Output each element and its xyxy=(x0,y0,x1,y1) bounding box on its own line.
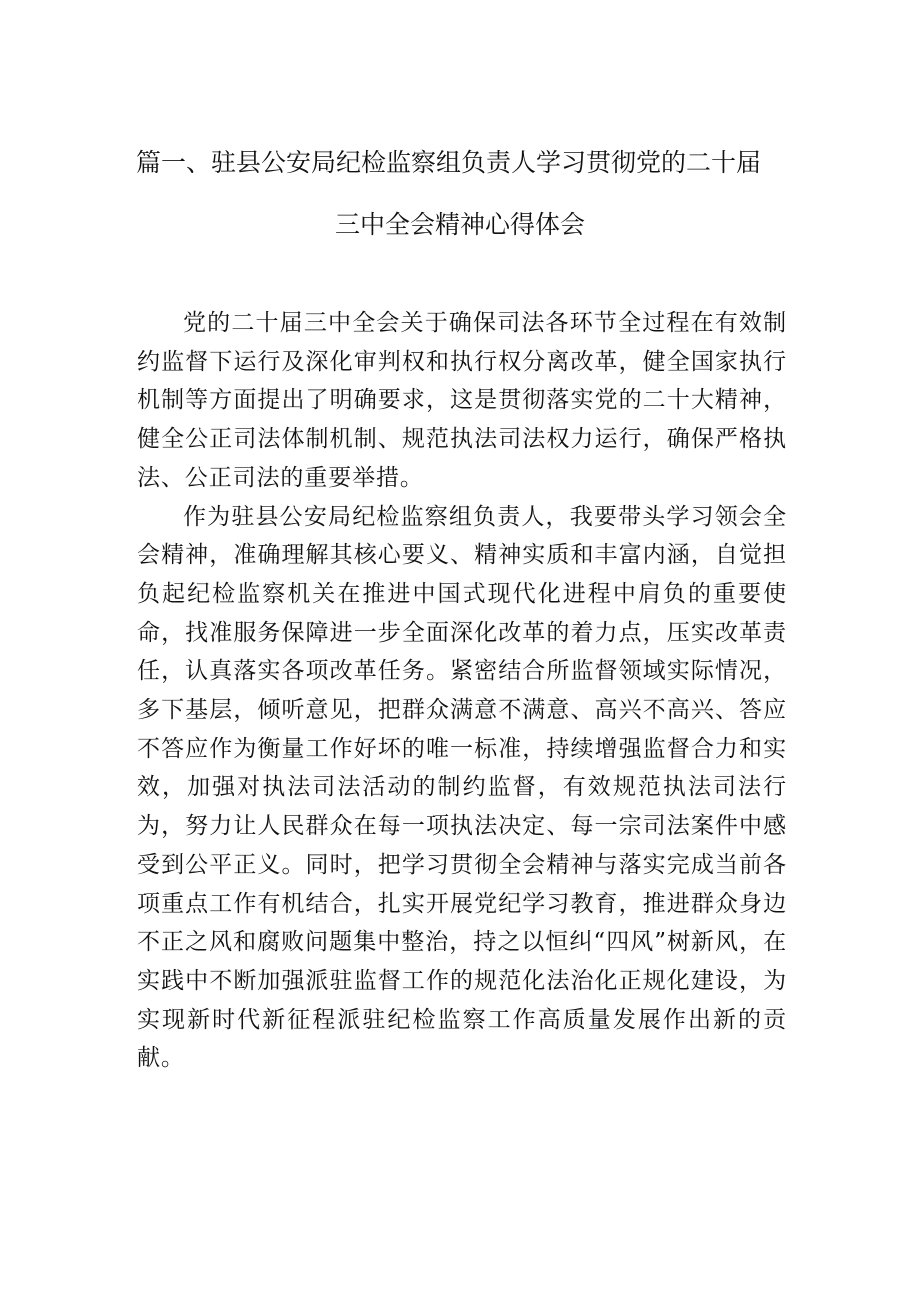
paragraph-2: 作为驻县公安局纪检监察组负责人，我要带头学习领会全会精神，准确理解其核心要义、精神实质和丰富内涵，自觉担负起纪检监察机关在推进中国式现代化进程中肩负的重要使命，找准服务保障进一步全面深化改革的着力点，压实改革责任，认真落实各项改革任务。紧密结合所监督领域实际情况，多下基层，倾听意见，把群众满意不满意、高兴不高兴、答应不答应作为衡量工作好坏的唯一标准，持续增强监督合力和实效，加强对执法司法活动的制约监督，有效规范执法司法行为，努力让人民群众在每一项执法决定、每一宗司法案件中感受到公平正义。同时，把学习贯彻全会精神与落实完成当前各项重点工作有机结合，扎实开展党纪学习教育，推进群众身边不正之风和腐败问题集中整治，持之以恒纠“四风”树新风，在实践中不断加强派驻监督工作的规范化法治化正规化建设，为实现新时代新征程派驻纪检监察工作高质量发展作出新的贡献。 xyxy=(137,503,787,1072)
document-body xyxy=(137,304,787,1078)
document-title-line-1: 篇一、驻县公安局纪检监察组负责人学习贯彻党的二十届 xyxy=(136,148,762,177)
paragraph-1: 党的二十届三中全会关于确保司法各环节全过程在有效制约监督下运行及深化审判权和执行权分离改革，健全国家执行机制等方面提出了明确要求，这是贯彻落实党的二十大精神，健全公正司法体制机制、规范执法司法权力运行，确保严格执法、公正司法的重要举措。 xyxy=(137,310,787,491)
document-title-line-2: 三中全会精神心得体会 xyxy=(334,210,585,239)
